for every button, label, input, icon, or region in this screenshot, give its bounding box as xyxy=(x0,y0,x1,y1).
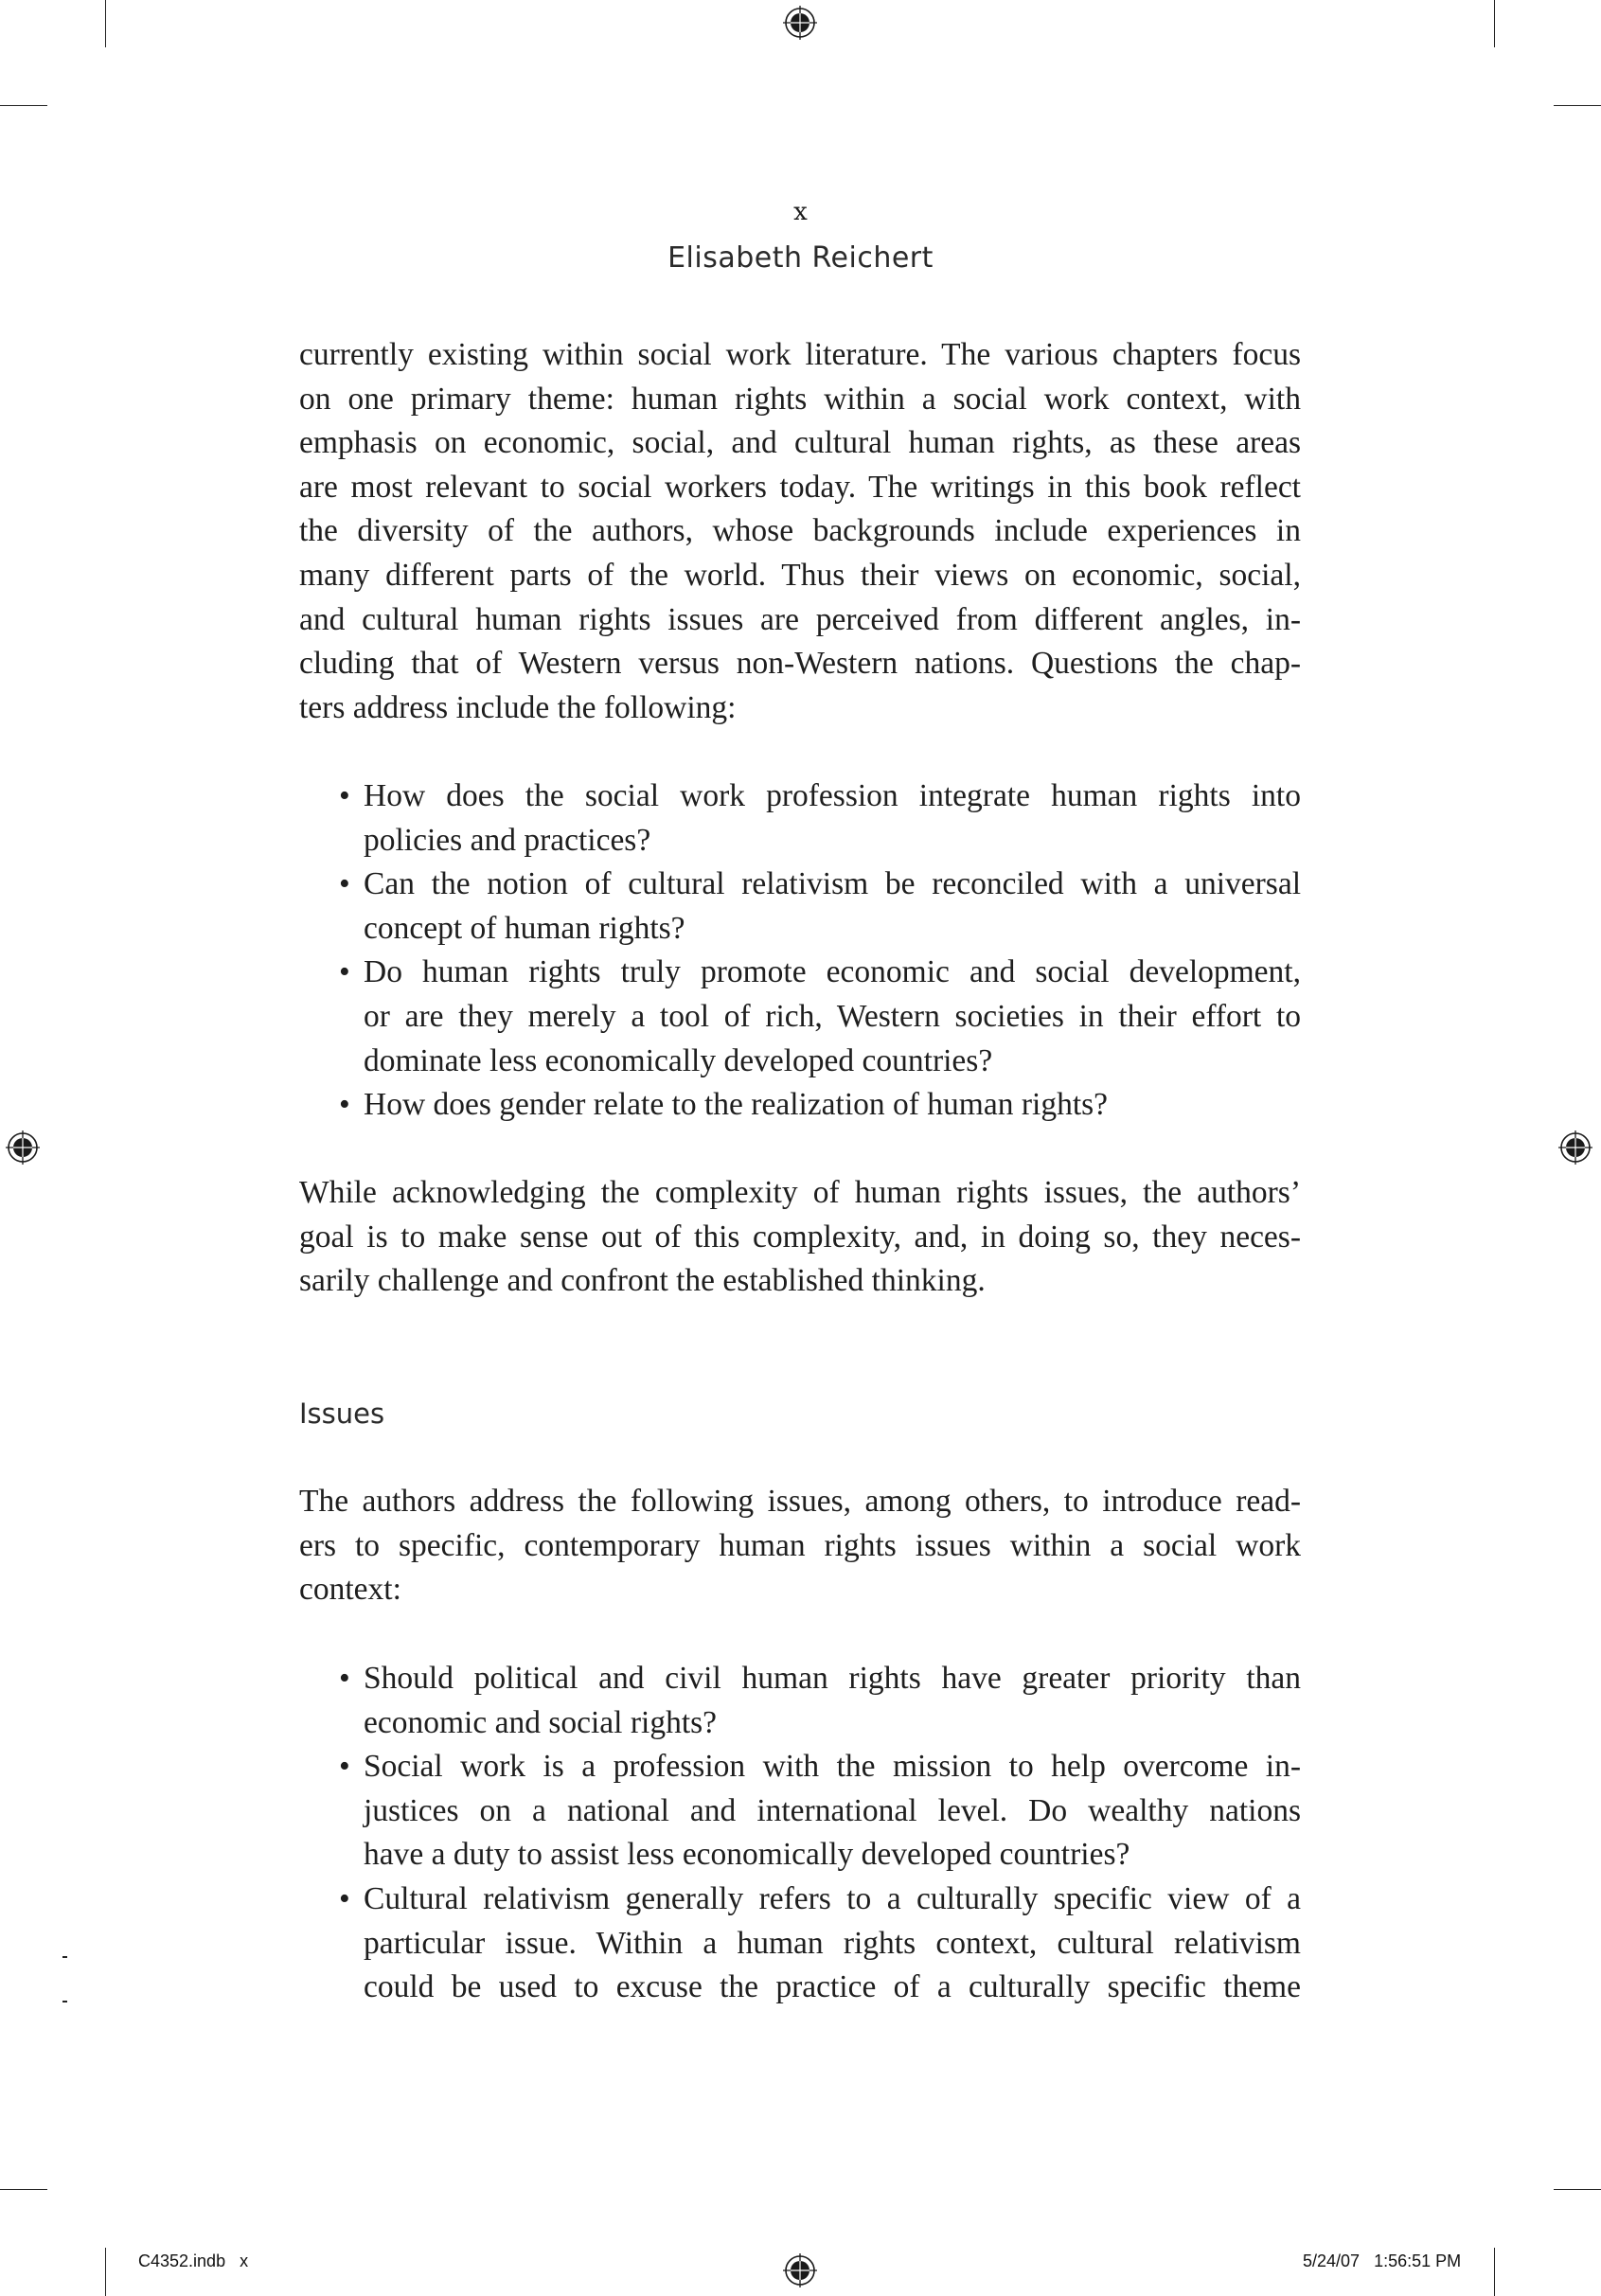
text-line: currently existing within social work literature. The various chapters focus xyxy=(299,337,1301,372)
crop-mark-bottom-left xyxy=(105,2248,106,2296)
slug-file-info xyxy=(138,2250,248,2272)
crosshair-target-icon xyxy=(782,5,818,41)
text-line: The authors address the following issues, among others, to introduce read- xyxy=(299,1484,1301,1519)
crop-mark-top-right xyxy=(1494,0,1495,47)
text-line: the diversity of the authors, whose backgrounds include experiences in xyxy=(299,513,1301,549)
slug-time: 1:56:51 PM xyxy=(1374,2252,1462,2270)
bullet-icon: • xyxy=(339,1880,350,1916)
text-line: concept of human rights? xyxy=(364,910,685,946)
slug-page-ref: x xyxy=(240,2252,249,2270)
text-line: Should political and civil human rights have greater priority than xyxy=(364,1661,1301,1696)
slug-timestamp xyxy=(1303,2250,1461,2272)
text-line: Can the notion of cultural relativism be reconciled with a universal xyxy=(364,866,1301,902)
slug-file-name: C4352.indb xyxy=(138,2252,226,2270)
text-line: many different parts of the world. Thus their views on economic, social, xyxy=(299,557,1301,593)
text-line: cluding that of Western versus non-Western nations. Questions the chap- xyxy=(299,646,1301,682)
text-line: How does the social work profession integrate human rights into xyxy=(364,778,1301,813)
text-line: emphasis on economic, social, and cultural human rights, as these areas xyxy=(299,425,1301,461)
crop-mark-left-top xyxy=(0,105,47,106)
crosshair-target-icon xyxy=(782,2252,818,2288)
intro-paragraph xyxy=(299,333,1301,730)
text-line: particular issue. Within a human rights context, cultural relativism xyxy=(364,1925,1301,1961)
text-line: justices on a national and international level. Do wealthy nations xyxy=(364,1792,1301,1828)
crop-mark-right-bottom xyxy=(1554,2189,1601,2190)
text-line: While acknowledging the complexity of human rights issues, the authors’ xyxy=(299,1175,1301,1210)
registration-mark-left xyxy=(5,1130,41,1166)
text-line: could be used to excuse the practice of a culturally specific theme xyxy=(364,1969,1301,2005)
registration-mark-bottom xyxy=(782,2252,818,2288)
bullet-icon: • xyxy=(339,866,350,902)
crosshair-target-icon xyxy=(5,1130,41,1166)
text-line: or are they merely a tool of rich, Western societies in their effort to xyxy=(364,998,1301,1034)
closing-paragraph xyxy=(299,1171,1301,1304)
bullet-icon: • xyxy=(339,1087,350,1123)
text-line: and cultural human rights issues are perceived from different angles, in- xyxy=(299,601,1301,637)
bullet-icon: • xyxy=(339,1749,350,1785)
crop-mark-bottom-right xyxy=(1494,2248,1495,2296)
text-line: policies and practices? xyxy=(364,822,651,858)
text-line: Social work is a profession with the mission to help overcome in- xyxy=(364,1749,1301,1785)
issues-intro-paragraph xyxy=(299,1480,1301,1612)
bullet-icon: • xyxy=(339,954,350,990)
text-line: on one primary theme: human rights within a social work context, with xyxy=(299,381,1301,417)
list-item xyxy=(339,1745,1301,1878)
text-line: ers to specific, contemporary human rights issues within a social work xyxy=(299,1527,1301,1563)
list-item xyxy=(339,774,1301,863)
crosshair-target-icon xyxy=(1557,1130,1593,1166)
text-line: economic and social rights? xyxy=(364,1704,718,1740)
bullet-icon: • xyxy=(339,1661,350,1696)
list-item xyxy=(339,1083,1301,1128)
text-line: context: xyxy=(299,1572,401,1608)
text-line: sarily challenge and confront the established thinking. xyxy=(299,1263,986,1299)
text-line: Cultural relativism generally refers to a culturally specific view of a xyxy=(364,1880,1301,1916)
slug-date: 5/24/07 xyxy=(1303,2252,1361,2270)
text-line: have a duty to assist less economically developed countries? xyxy=(364,1837,1130,1873)
list-item xyxy=(339,951,1301,1083)
list-item xyxy=(339,863,1301,951)
list-item xyxy=(339,1657,1301,1745)
bullet-icon: • xyxy=(339,778,350,813)
text-line: goal is to make sense out of this complexity, and, in doing so, they neces- xyxy=(299,1219,1301,1255)
text-line: ters address include the following: xyxy=(299,689,737,725)
text-line: Do human rights truly promote economic and social development, xyxy=(364,954,1301,990)
issues-list xyxy=(339,1657,1301,2010)
page-number: x xyxy=(793,198,808,226)
fold-mark-left-2 xyxy=(62,2001,67,2002)
running-head-author: Elisabeth Reichert xyxy=(667,241,934,275)
text-line: are most relevant to social workers today. The writings in this book reflect xyxy=(299,469,1301,505)
section-heading-issues: Issues xyxy=(299,1397,385,1430)
list-item xyxy=(339,1878,1301,2010)
registration-mark-top xyxy=(782,5,818,41)
fold-mark-left-1 xyxy=(62,1956,67,1958)
text-line: dominate less economically developed countries? xyxy=(364,1042,993,1078)
crop-mark-right-top xyxy=(1554,105,1601,106)
questions-list xyxy=(339,774,1301,1128)
crop-mark-top-left xyxy=(105,0,106,47)
crop-mark-left-bottom xyxy=(0,2189,47,2190)
registration-mark-right xyxy=(1557,1130,1593,1166)
text-line: How does gender relate to the realization of human rights? xyxy=(364,1087,1109,1123)
